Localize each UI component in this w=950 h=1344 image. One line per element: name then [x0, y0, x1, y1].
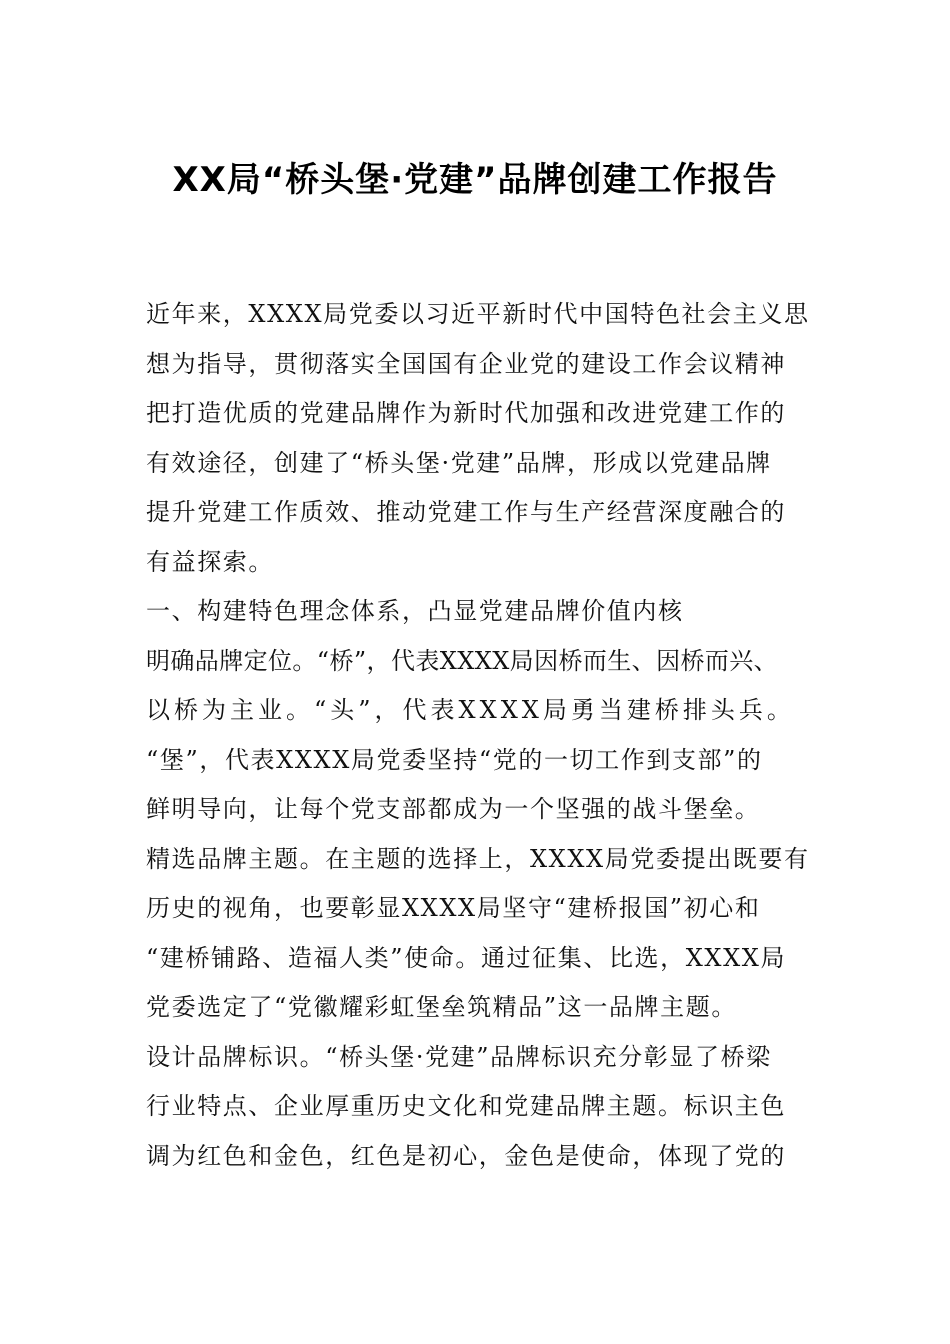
- body-line: 设计品牌标识。“桥头堡·党建”品牌标识充分彰显了桥梁: [146, 1042, 772, 1071]
- body-line: 党委选定了“党徽耀彩虹堡垒筑精品”这一品牌主题。: [146, 993, 737, 1021]
- body-line: 把打造优质的党建品牌作为新时代加强和改进党建工作的: [146, 399, 786, 427]
- body-line: 以桥为主业。“头”，代表XXXX局勇当建桥排头兵。: [146, 696, 795, 724]
- section-heading: 一、构建特色理念体系，凸显党建品牌价值内核: [146, 597, 684, 625]
- body-line: 提升党建工作质效、推动党建工作与生产经营深度融合的: [146, 498, 786, 526]
- body-line: 有益探索。: [146, 547, 274, 576]
- body-line: “建桥铺路、造福人类”使命。通过征集、比选，XXXX局: [146, 943, 787, 972]
- body-line: 历史的视角，也要彰显XXXX局坚守“建桥报国”初心和: [146, 894, 761, 922]
- document-title: XX局“桥头堡·党建”品牌创建工作报告: [172, 160, 778, 200]
- body-line: 精选品牌主题。在主题的选择上，XXXX局党委提出既要有: [146, 844, 810, 873]
- body-line: 近年来，XXXX局党委以习近平新时代中国特色社会主义思: [146, 300, 810, 328]
- document-body: [146, 290, 810, 1181]
- body-line: “堡”，代表XXXX局党委坚持“党的一切工作到支部”的: [146, 745, 763, 774]
- body-line: 有效途径，创建了“桥头堡·党建”品牌，形成以党建品牌: [146, 448, 772, 477]
- body-line: 明确品牌定位。“桥”，代表XXXX局因桥而生、因桥而兴、: [146, 646, 779, 675]
- body-line: 调为红色和金色，红色是初心，金色是使命，体现了党的: [146, 1141, 786, 1170]
- body-line: 行业特点、企业厚重历史文化和党建品牌主题。标识主色: [146, 1092, 786, 1120]
- body-line: 鲜明导向，让每个党支部都成为一个坚强的战斗堡垒。: [146, 795, 761, 823]
- body-line: 想为指导，贯彻落实全国国有企业党的建设工作会议精神: [146, 349, 786, 378]
